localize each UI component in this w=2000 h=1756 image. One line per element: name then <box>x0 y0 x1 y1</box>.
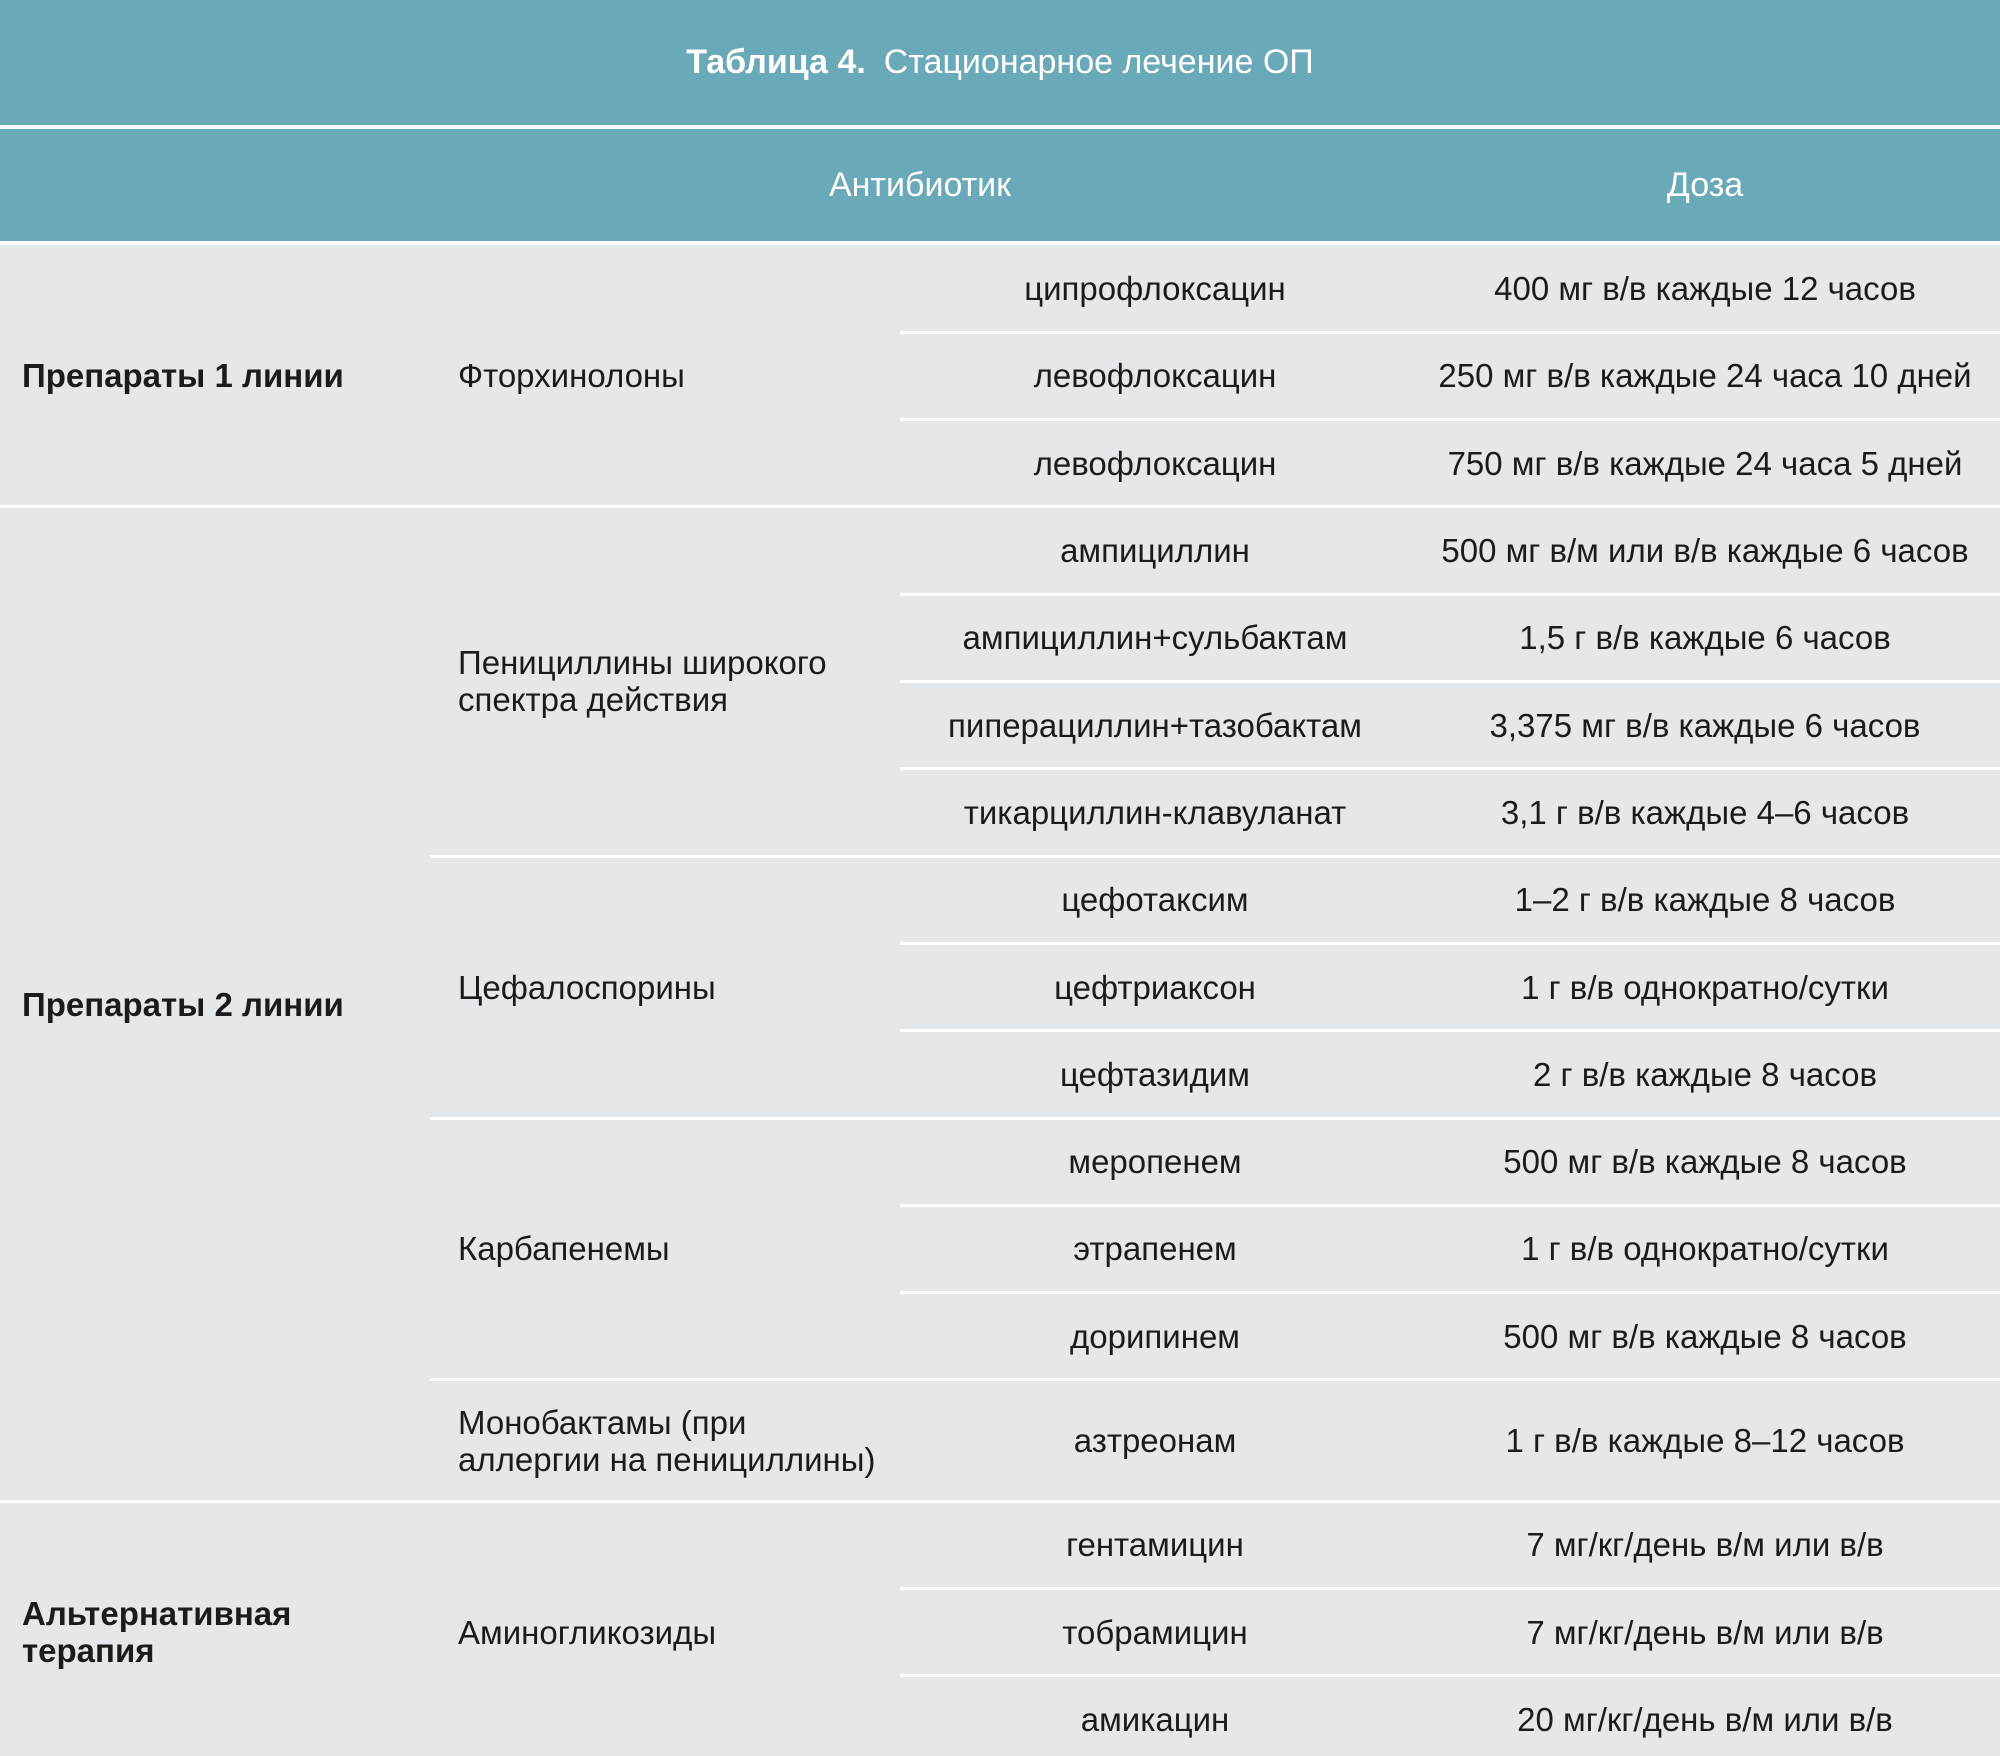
drug-class-label: Цефалоспорины <box>458 968 716 1006</box>
drug-name: ципрофлоксацин <box>1024 270 1286 308</box>
drug-name: левофлоксацин <box>1033 444 1277 482</box>
drug-dose: 3,375 мг в/в каждые 6 часов <box>1489 706 1921 744</box>
drug-name: дорипинем <box>1070 1317 1240 1355</box>
drug-name: цефотаксим <box>1061 881 1249 919</box>
drug-name: тобрамицин <box>1062 1613 1248 1651</box>
drug-name: цефтриаксон <box>1054 968 1256 1006</box>
drug-name: меропенем <box>1068 1143 1242 1181</box>
drug-class-label: Пенициллины широкого спектра действия <box>458 644 827 719</box>
drug-dose: 500 мг в/в каждые 8 часов <box>1503 1143 1907 1181</box>
table-title: Стационарное лечение ОП <box>883 43 1314 81</box>
drug-dose: 7 мг/кг/день в/м или в/в <box>1526 1526 1884 1564</box>
drug-dose: 1 г в/в каждые 8–12 часов <box>1505 1422 1905 1460</box>
drug-name: азтреонам <box>1073 1422 1237 1460</box>
drug-name: ампициллин+сульбактам <box>962 619 1348 657</box>
drug-class-label: Фторхинолоны <box>458 357 685 395</box>
table-number: Таблица 4. <box>686 43 866 81</box>
drug-class-label: Аминогликозиды <box>458 1613 717 1651</box>
group-label: Альтернативная терапия <box>22 1595 292 1670</box>
table-header <box>0 129 2000 241</box>
drug-class-label: Карбапенемы <box>458 1230 670 1268</box>
drug-dose: 20 мг/кг/день в/м или в/в <box>1517 1700 1893 1738</box>
drug-name: гентамицин <box>1066 1526 1244 1564</box>
drug-dose: 400 мг в/в каждые 12 часов <box>1494 270 1916 308</box>
header-antibiotic: Антибиотик <box>828 165 1012 204</box>
group-label: Препараты 2 линии <box>22 985 344 1023</box>
drug-name: этрапенем <box>1073 1230 1237 1268</box>
drug-dose: 7 мг/кг/день в/м или в/в <box>1526 1613 1884 1651</box>
table-caption <box>0 0 2000 125</box>
header-dose: Доза <box>1666 165 1744 204</box>
drug-dose: 1–2 г в/в каждые 8 часов <box>1514 881 1896 919</box>
group-label: Препараты 1 линии <box>22 357 344 395</box>
drug-name: левофлоксацин <box>1033 357 1277 395</box>
drug-name: амикацин <box>1080 1700 1230 1738</box>
drug-dose: 2 г в/в каждые 8 часов <box>1532 1055 1878 1093</box>
drug-dose: 500 мг в/в каждые 8 часов <box>1503 1317 1907 1355</box>
drug-dose: 1,5 г в/в каждые 6 часов <box>1519 619 1891 657</box>
drug-dose: 1 г в/в однократно/сутки <box>1521 968 1889 1006</box>
drug-name: цефтазидим <box>1060 1055 1250 1093</box>
drug-name: пиперациллин+тазобактам <box>948 706 1362 744</box>
drug-name: тикарциллин-клавуланат <box>963 793 1347 831</box>
drug-dose: 1 г в/в однократно/сутки <box>1521 1230 1889 1268</box>
drug-name: ампициллин <box>1060 532 1250 570</box>
drug-dose: 3,1 г в/в каждые 4–6 часов <box>1500 793 1910 831</box>
drug-dose: 750 мг в/в каждые 24 часа 5 дней <box>1447 444 1963 482</box>
drug-dose: 500 мг в/м или в/в каждые 6 часов <box>1441 532 1969 570</box>
drug-dose: 250 мг в/в каждые 24 часа 10 дней <box>1438 357 1972 395</box>
drug-class-label: Монобактамы (при аллергии на пенициллины) <box>458 1403 876 1478</box>
